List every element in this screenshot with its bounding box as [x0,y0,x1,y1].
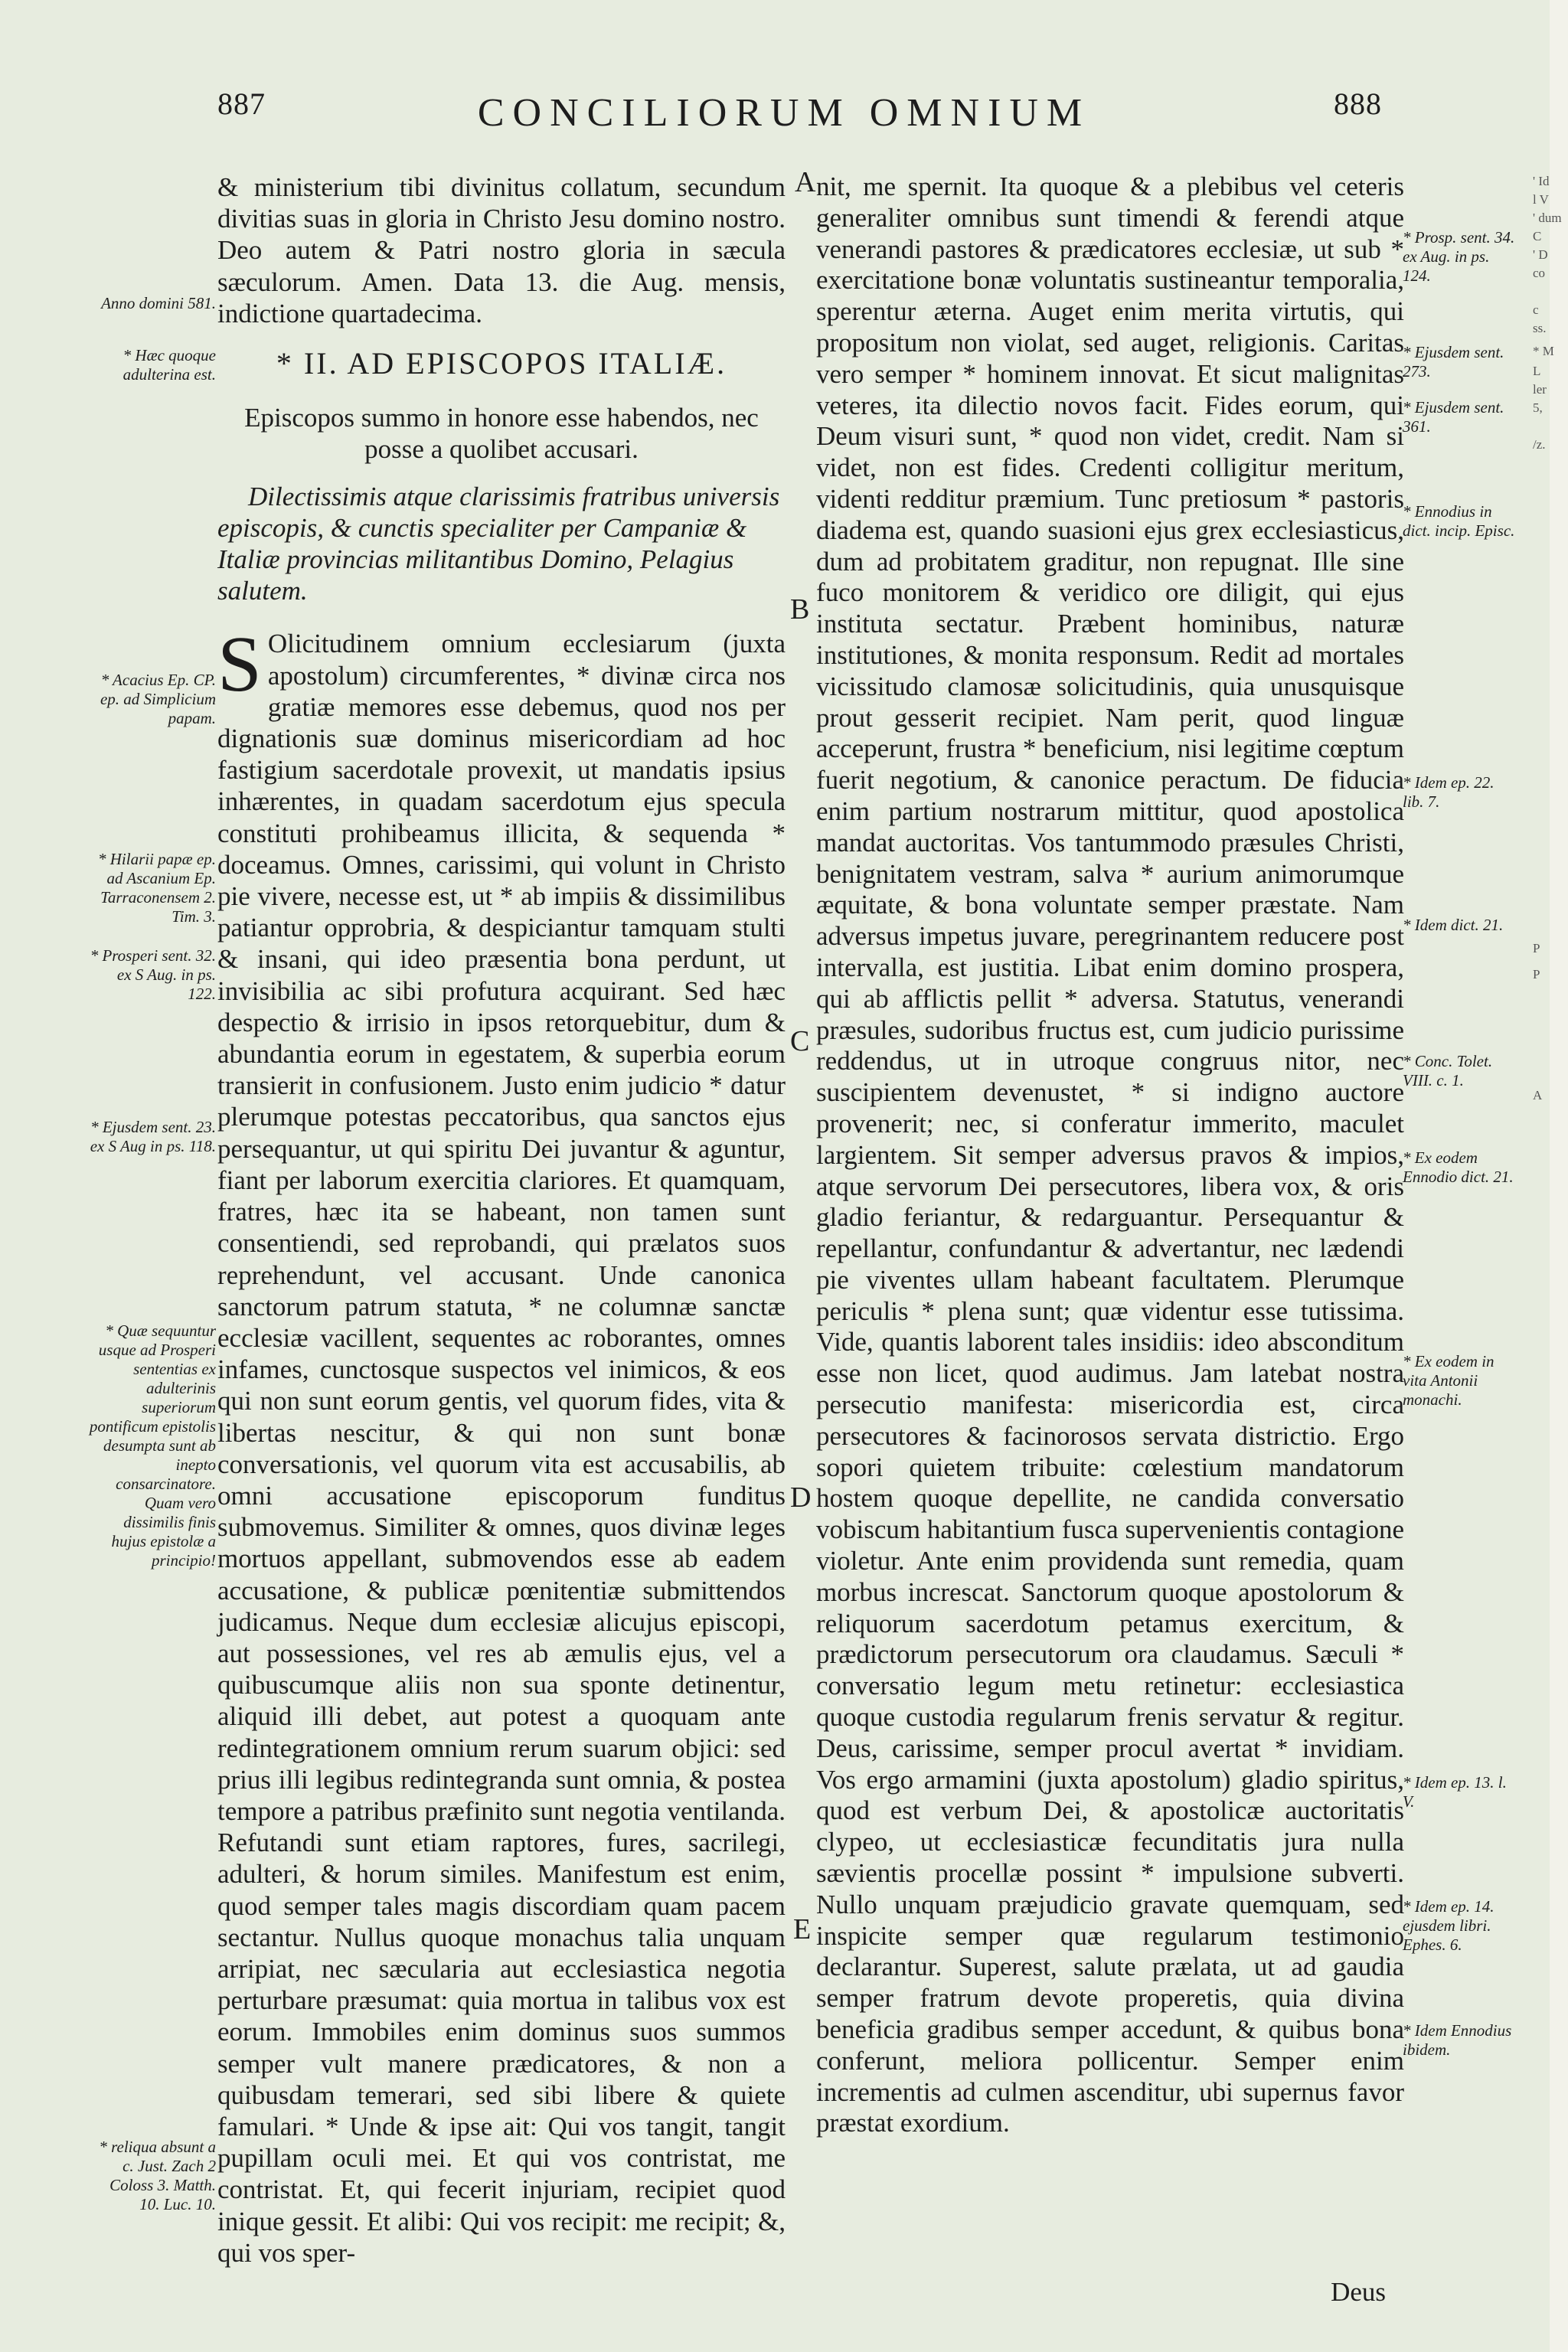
edge-fragment: c [1533,302,1539,317]
letter-summary: Episcopos summo in honore esse habendos, nec posse a quolibet accusari. [244,403,759,465]
edge-fragment: ' D [1533,247,1548,262]
margin-note-right-5: * Idem ep. 22. lib. 7. [1403,773,1494,811]
letter-heading: * II. AD EPISCOPOS ITALIÆ. [276,346,727,381]
edge-fragment: L [1533,364,1541,378]
letter-body-continued: nit, me spernit. Ita quoque & a plebibus vel ceteris generaliter omnibus sunt timendi & ferendi atque venerandi pastores & prædicatores ecclesiæ, ut sub * exercitatione bonæ voluntatis sustineantur temporalia, sperentur æterna. Auget enim merita virtutis, qui propositum non violat, sed auget, religionis. Caritas vero semper * hominem innovat. Et sicut malignitas veteres, ita dilectio novos facit. Fides eorum, qui Deum visuri sunt, * quod non videt, credit. Nam si videt, non est fides. Credenti colligitur meritum, videnti redditur præmium. Tunc pretiosum * pastoris diadema est, quando suasioni ejus grex ecclesiasticus, dum ad probitatem graditur, non repugnat. Ille sine fuco monitorem & veridico ore diligit, qui ejus instituta sectatur. Præbent hominibus, naturæ institutiones, & monita responsum. Redit ad mortales vicissitudo clamosæ solicitudinis, quia unusquisque prout gesserit recipiet. Nam perit, quod linguæ acceperunt, frustra * beneficium, nisi legitime cœptum fuerit negotium, & canonice peractum. De fiducia enim partium nostrarum mittitur, quod apostolica mandat auctoritas. Vos tantummodo præsules Christi, benignitatem vestram, salva * aurium animorumque æquitate, & bona voluntate semper præstate. Nam adversus impetus juvare, peregrinantem reducere post intervalla, est justitia. Libat enim domino prospera, qui ab afflictis pellit * adversa. Statutus, venerandi præsules, sudoribus fructus est, cum judicio purissime reddendus, ut in utroque congruus nitor, nec suscipientem devenustet, * si indigno auctore provenerit; nec, si conferatur immerito, maculet largientem. Sit semper adversus pravos & impios, atque servorum Dei persecutores, libera vox, & oris gladio feriantur, & redarguantur. Persequantur & repellantur, confundantur & advertantur, nec lædendi pie viventes ullam habeant facultatem. Plerumque periculis * plena sunt; quæ videntur esse tutissima. Vide, quantis laborent tales insidiis: ideo absconditum esse non licet, quod audimus. Jam latebat nostra persecutio manifesta: misericordia est, circa persecutores & facinorosos servata districtio. Ergo sopori quietem tribuite: cœlestium mandatorum hostem quoque depellite, ne candida conversatio vobiscum habitantium fusca supervenientis contagione violetur. Ante enim providenda sunt remedia, quam morbus increscat. Sanctorum quoque apostolorum & reliquorum sacerdotum petamus exercitum, & prædictorum persecutorum ora claudamus. Sæculi * conversatio legum metu retinetur: ecclesiastica quoque custodia regularum frenis servatur & regitur. Deus, carissime, semper procul avertat * invidiam. Vos ergo armamini (juxta apostolum) gladio spiritus, quod est verbum Dei, & apostolicæ auctoritatis clypeo, ut ecclesiasticæ fecunditatis jura nulla sævientis procellæ possint * impulsione subverti. Nullo unquam præjudicio gravate quemquam, sed inspicite semper quæ regularum testimonio declarantur. Superest, salute prælata, ut ad gaudia semper fratrum devote properetis, quia divina beneficia gradibus semper accedunt, & quibus bona conferunt, meliora pollicentur. Semper enim incrementis ad culmen ascenditur, ubi supernus favor præstat exordium. [816,172,1404,2138]
catchword: Deus [1331,2277,1386,2307]
edge-fragment: P [1533,967,1540,982]
edge-fragment: P [1533,941,1540,956]
margin-note-right-7: * Conc. Tolet. VIII. c. 1. [1403,1052,1493,1089]
margin-note-left-4: * Hilarii papæ ep. ad Ascanium Ep. Tarraconensem 2. Tim. 3. [97,850,216,926]
letter-body [217,620,786,2269]
edge-fragment: ' Id [1533,174,1550,188]
margin-note-left-8: * reliqua absunt a c. Just. Zach 2 Coloss 3. Matth. 10. Luc. 10. [99,2138,216,2213]
page-number-left: 887 [217,87,266,121]
margin-note-left-5: * Prosperi sent. 32. ex S Aug. in ps. 122. [90,946,216,1003]
margin-note-right-11: * Idem ep. 14. ejusdem libri. Ephes. 6. [1403,1897,1494,1954]
margin-note-left-6: * Ejusdem sent. 23. ex S Aug in ps. 118. [90,1118,216,1155]
margin-note-right-12: * Idem Ennodius ibidem. [1403,2021,1512,2059]
edge-fragment: /z. [1533,437,1546,452]
edge-fragment: 5, [1533,400,1543,415]
opening-paragraph: & ministerium tibi divinitus collatum, secundum divitias suas in gloria in Christo Jesu domino nostro. Deo autem & Patri nostro gloria in sæcula sæculorum. Amen. Data 13. die Aug. mensis, indictione quartadecima. [217,172,786,328]
margin-note-right-4: * Ennodius in dict. incip. Episc. [1403,502,1515,540]
edge-fragment: C [1533,229,1542,243]
edge-fragment: A [1533,1088,1543,1102]
margin-note-right-8: * Ex eodem Ennodio dict. 21. [1403,1148,1514,1186]
edge-fragment: * M [1533,344,1554,358]
margin-note-right-6: * Idem dict. 21. [1403,916,1504,934]
margin-note-right-1: * Prosp. sent. 34. ex Aug. in ps. 124. [1403,228,1515,285]
drop-cap: S [217,620,262,709]
section-letter-d: D [790,1481,812,1514]
margin-note-right-10: * Idem ep. 13. l. V. [1403,1773,1507,1811]
margin-note-left-3: * Acacius Ep. CP. ep. ad Simplicium papam. [100,671,216,727]
letter-body-text: Olicitudinem omnium ecclesiarum (juxta apostolum) circumferentes, * divinæ circa nos gratiæ memores esse debemus, quod nos per dignationis suæ dominus misericordiam ad hoc fastigium sacerdotale provexit, ut mandatis ipsius inhærentes, in quadam sacerdotum ejus specula constituti prohibeamus illicita, & sequenda * doceamus. Omnes, carissimi, qui volunt in Christo pie vivere, necesse est, ut * ab impiis & dissimilibus patiantur opprobria, & despiciantur tamquam stulti & insani, qui ideo præsentia bona perdunt, ut invisibilia ac sibi profutura acquirant. Sed hæc despectio & irrisio in ipsos retorquebitur, dum & abundantia eorum in egestatem, & superbia eorum transierit in confusionem. Justo enim judicio * datur plerumque potestas peccatoribus, qua sanctos ejus persequantur, ut qui spiritu Dei juvantur & aguntur, fiant per laborum exercitia clariores. Et quamquam, fratres, hæc ita se habeant, non tamen sunt consentiendi, sed reprobandi, qui prælatos suos reprehendunt, vel accusant. Unde canonica sanctorum patrum statuta, * ne columnæ sanctæ ecclesiæ vacillent, sequentes ac roborantes, omnes infames, cunctosque suspectos vel inimicos, & eos qui non sunt eorum gentis, vel quorum fides, vita & libertas nescitur, & qui non sunt bonæ conversationis, vel quorum vita est accusabilis, ab omni accusatione episcoporum funditus submovemus. Similiter & omnes, quos divinæ leges mortuos appellant, submovendos esse ab eadem accusatione, & publicæ pœnitentiæ submittendos judicamus. Neque dum ecclesiæ alicujus episcopi, aut possessiones, vel res ab æmulis ejus, vel a quibuscumque aliis non sua sponte detinentur, aliquid illi debet, aut potest a quoquam ante redintegrationem omnium rerum suarum objici: sed prius illi legibus redintegranda sunt omnia, & postea tempore a patribus præfinito sunt negotia ventilanda. Refutandi sunt etiam raptores, fures, sacrilegi, adulteri, & horum similes. Manifestum est enim, quod semper tales magis discordiam quam pacem sectantur. Nullus quoque monachus talia unquam arripiat, nec sæcularia aut ecclesiastica negotia perturbare præsumat: quia mortua in talibus vox est eorum. Immobiles enim dominus suos summos semper vult manere prædicatores, & non a quibusdam temerari, sed sibi libere & quiete famulari. * Unde & ipse ait: Qui vos tangit, tangit pupillam oculi mei. Et qui vos contristat, me contristat. Et, qui fecerit injuriam, recipiet quod inique gessit. Et alibi: Qui vos recipit: me recipit; &, qui vos sper- [217,629,786,2268]
margin-note-left-1: Anno domini 581. [101,294,216,312]
right-column [816,172,1404,2139]
margin-note-right-2: * Ejusdem sent. 273. [1403,343,1504,381]
edge-fragment: ler [1533,382,1547,397]
edge-fragment: ' dum [1533,211,1562,225]
letter-salutation: Dilectissimis atque clarissimis fratribus universis episcopis, & cunctis specialiter per Campaniæ & Italiæ provincias militantibus Domino, Pelagius salutem. [217,481,780,606]
edge-fragment: l V [1533,192,1549,207]
page-number-right: 888 [1334,87,1382,121]
margin-note-left-2: * Hæc quoque adulterina est. [122,346,216,384]
margin-note-left-7: * Quæ sequuntur usque ad Prosperi sententias ex adulterinis superiorum pontificum epistolis desumpta sunt ab inepto consarcinatore. Quam vero dissimilis finis hujus epistolæ a principio! [89,1321,216,1570]
section-letter-c: C [790,1025,810,1057]
section-letter-e: E [793,1913,812,1945]
edge-fragment: ss. [1533,321,1547,335]
left-column [217,172,786,2269]
running-title: CONCILIORUM OMNIUM [477,91,1091,135]
margin-note-right-9: * Ex eodem in vita Antonii monachi. [1403,1352,1494,1409]
section-letter-b: B [790,593,810,626]
edge-fragment: co [1533,266,1546,280]
margin-note-right-3: * Ejusdem sent. 361. [1403,398,1504,436]
section-letter-a: A [795,166,816,198]
